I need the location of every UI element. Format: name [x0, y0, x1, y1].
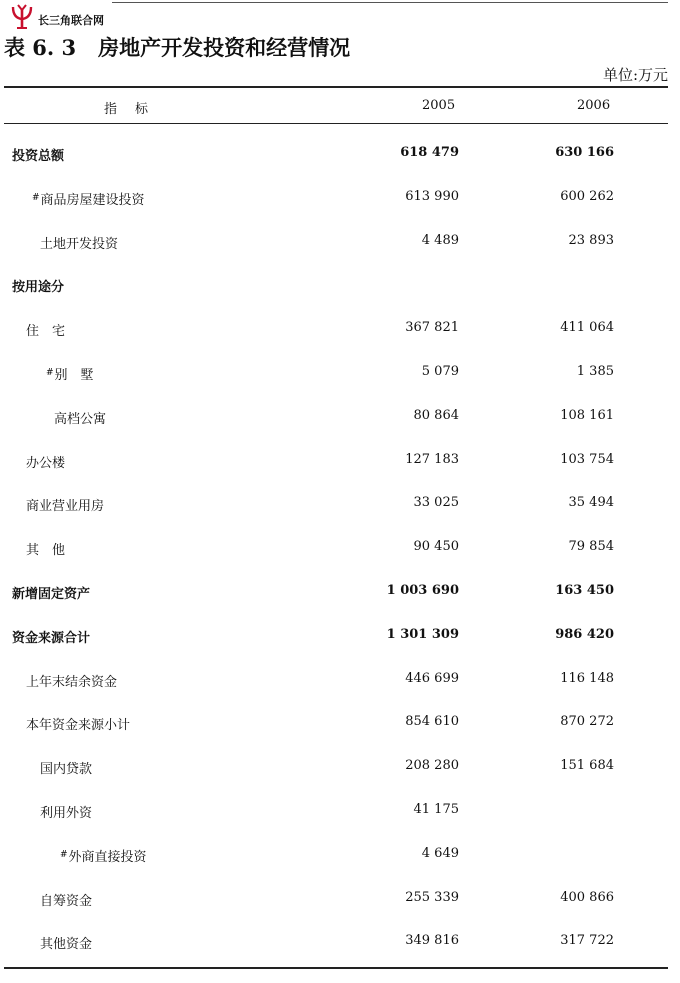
row-label-text: 住 宅 [26, 324, 66, 340]
table-row [0, 408, 680, 428]
table-row [0, 846, 680, 866]
value-2005: 41 175 [413, 802, 459, 817]
table-row [0, 495, 680, 515]
value-2006: 630 166 [555, 145, 614, 160]
value-2005: 127 183 [405, 451, 459, 467]
row-label-text: 利用外资 [40, 806, 93, 821]
value-2005: 349 816 [405, 933, 459, 949]
brand-name: 长三角联合网 [38, 14, 104, 27]
header-rule [112, 2, 668, 3]
value-2005: 255 339 [405, 889, 459, 905]
table-row [0, 933, 680, 953]
row-label-text: 投资总额 [12, 149, 65, 164]
table-row [0, 671, 680, 691]
brand-logo-icon [10, 4, 34, 30]
row-label-text: 资金来源合计 [12, 630, 91, 646]
table-row [0, 539, 680, 559]
value-2005: 618 479 [400, 145, 459, 160]
unit-label: 单位:万元 [602, 66, 668, 84]
row-label [60, 846, 147, 865]
row-label-text: 本年资金来源小计 [26, 718, 131, 734]
row-label [54, 408, 106, 427]
value-2005: 613 990 [405, 188, 459, 204]
value-2005: 80 864 [413, 407, 459, 423]
table-row [0, 320, 680, 340]
value-2005: 446 699 [405, 670, 459, 686]
column-header-2006: 2006 [577, 98, 611, 113]
value-2006: 108 161 [560, 407, 614, 423]
value-2006: 411 064 [560, 320, 614, 336]
column-header-indicator: 指标 [104, 102, 167, 117]
table-row [0, 233, 680, 253]
row-label-text: 办公楼 [26, 455, 66, 471]
row-mark: # [46, 368, 54, 378]
value-2005: 1 301 309 [386, 626, 459, 642]
value-2006: 870 272 [560, 714, 614, 730]
table-row [0, 627, 680, 647]
row-label-text: 新增固定资产 [12, 587, 91, 602]
table-row [0, 583, 680, 603]
table-number: 表 6. 3 [4, 35, 77, 60]
value-2006: 1 385 [576, 364, 614, 379]
row-label [46, 364, 94, 383]
row-label [26, 671, 117, 690]
row-label-text: 其他资金 [40, 937, 93, 953]
row-label-text: 外商直接投资 [68, 849, 147, 865]
value-2006: 79 854 [568, 539, 614, 555]
row-label [12, 276, 64, 295]
value-2006: 35 494 [568, 495, 614, 511]
row-label [12, 627, 90, 646]
row-label [12, 145, 64, 164]
row-label [26, 320, 65, 339]
value-2006: 23 893 [568, 232, 614, 248]
value-2006: 151 684 [560, 758, 614, 774]
value-2005: 5 079 [421, 364, 459, 379]
value-2006: 116 148 [560, 670, 614, 686]
row-label-text: 上年末结余资金 [26, 674, 118, 690]
value-2006: 600 262 [560, 188, 614, 204]
value-2005: 854 610 [405, 714, 459, 730]
row-label-text: 其 他 [26, 543, 66, 559]
table-top-rule [4, 86, 668, 88]
table-title: 房地产开发投资和经营情况 [98, 35, 351, 60]
row-label [26, 539, 65, 558]
row-label [32, 189, 145, 208]
table-row [0, 758, 680, 778]
table-header-rule [4, 123, 668, 124]
value-2006: 986 420 [555, 626, 614, 642]
value-2005: 208 280 [405, 758, 459, 774]
row-label [26, 495, 104, 514]
table-row [0, 452, 680, 472]
row-label-text: 商业营业用房 [26, 499, 105, 515]
value-2006: 317 722 [560, 933, 614, 949]
row-label [40, 802, 92, 821]
row-mark: # [32, 192, 40, 203]
table-row [0, 189, 680, 209]
row-label-text: 按用途分 [12, 280, 65, 296]
value-2005: 4 649 [421, 845, 459, 861]
row-label [12, 583, 90, 602]
table-row [0, 364, 680, 384]
table-bottom-rule [4, 967, 668, 969]
row-label [40, 758, 92, 777]
row-label [26, 714, 130, 733]
row-label [40, 890, 92, 909]
value-2005: 90 450 [413, 539, 459, 555]
row-label [40, 933, 92, 952]
row-label-text: 自筹资金 [40, 893, 93, 909]
value-2005: 33 025 [413, 495, 459, 511]
table-row [0, 714, 680, 734]
row-label-text: 国内贷款 [40, 762, 93, 778]
value-2006: 163 450 [555, 583, 614, 598]
table-title-line [4, 32, 350, 62]
table-row [0, 890, 680, 910]
row-label [26, 452, 65, 471]
column-header-2005: 2005 [422, 98, 456, 113]
row-mark: # [60, 849, 68, 860]
row-label-text: 土地开发投资 [40, 236, 119, 252]
table-row [0, 145, 680, 165]
table-row [0, 276, 680, 296]
value-2005: 1 003 690 [386, 583, 459, 598]
row-label-text: 别 墅 [54, 368, 94, 383]
row-label [40, 233, 118, 252]
value-2006: 103 754 [560, 451, 614, 467]
row-label-text: 商品房屋建设投资 [40, 192, 145, 208]
row-label-text: 高档公寓 [54, 411, 107, 427]
table-row [0, 802, 680, 822]
value-2006: 400 866 [560, 889, 614, 905]
value-2005: 367 821 [405, 320, 459, 336]
value-2005: 4 489 [421, 232, 459, 248]
